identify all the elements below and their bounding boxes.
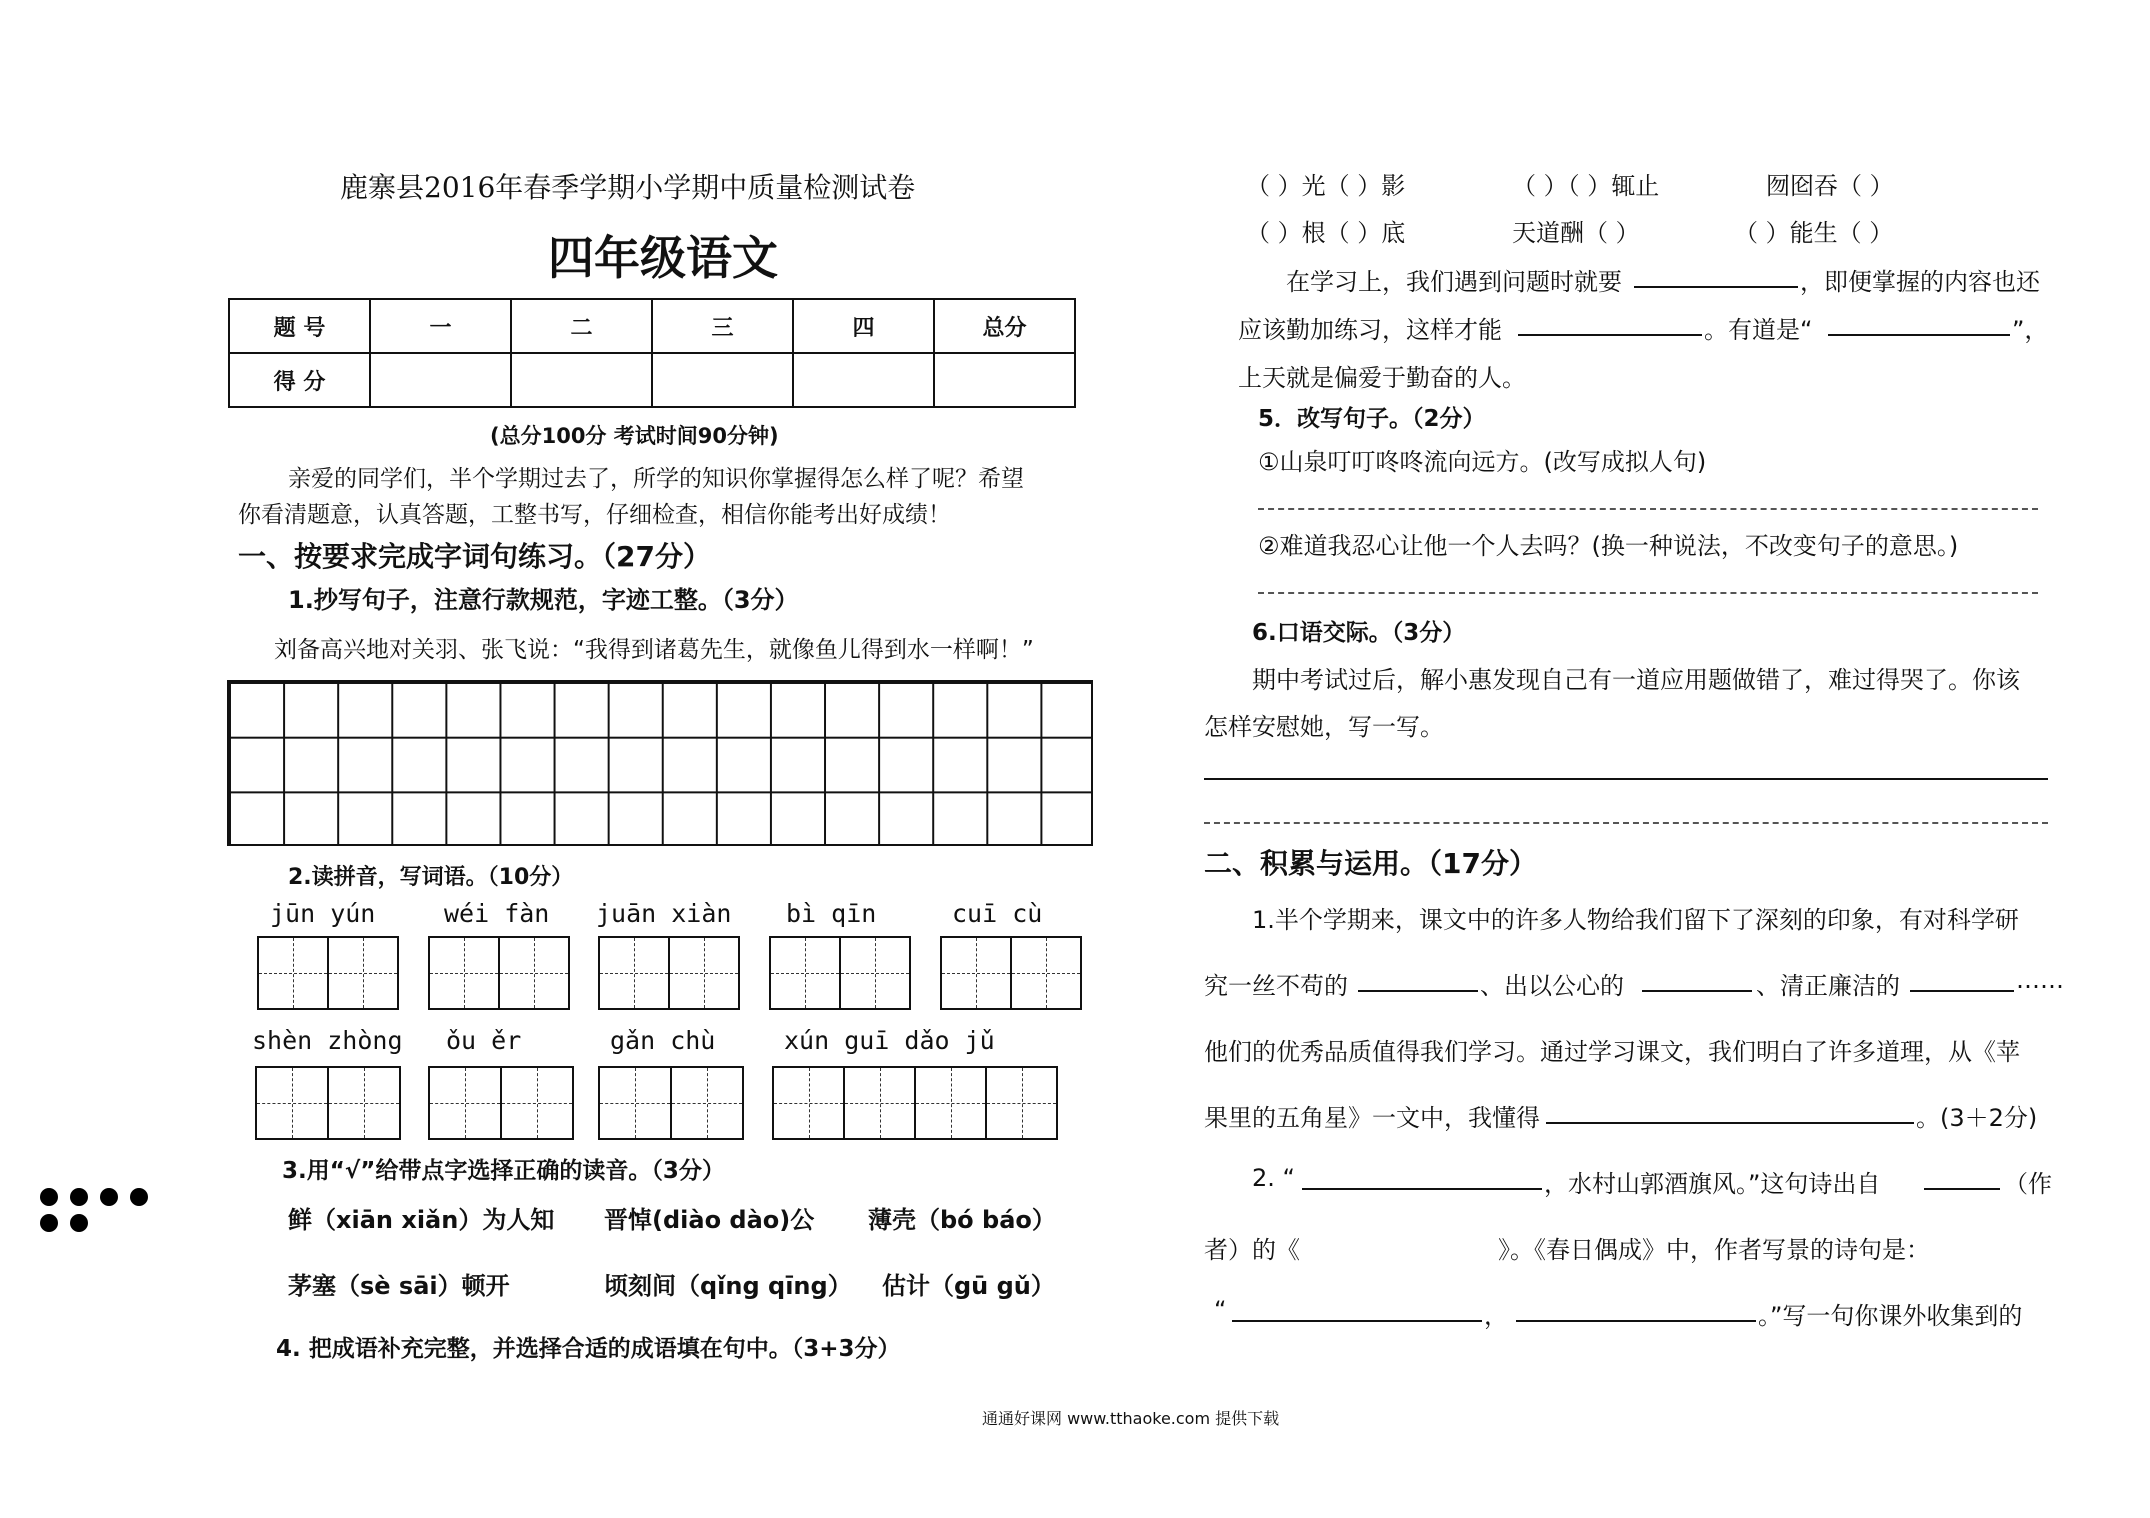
score-header-cell: 总分 xyxy=(934,299,1075,353)
score-table-score-row xyxy=(229,353,1075,407)
q4-paragraph: ，即便掌握的内容也还 xyxy=(1800,268,2040,296)
score-label-cell: 得 分 xyxy=(229,353,370,407)
footer-source: 通通好课网 www.tthaoke.com 提供下载 xyxy=(982,1409,1280,1428)
s2-q1-answer-blank[interactable] xyxy=(1642,990,1752,992)
q4-title: 4. 把成语补充完整，并选择合适的成语填在句中。（3+3分） xyxy=(276,1336,901,1362)
pinyin-label: xún guī dǎo jǔ xyxy=(784,1026,995,1055)
s2-q1-line: 、清正廉洁的 xyxy=(1756,972,1900,1000)
s2-q1-answer-blank[interactable] xyxy=(1358,990,1478,992)
q3-item: 鲜（xiān xiǎn）为人知 xyxy=(288,1206,555,1234)
s2-q1-line: 、出以公心的 xyxy=(1480,972,1624,1000)
score-input-cell[interactable] xyxy=(511,353,652,407)
s2-q2-line: “ xyxy=(1214,1296,1227,1324)
q2-title: 2.读拼音，写词语。（10分） xyxy=(288,865,574,890)
score-header-cell: 四 xyxy=(793,299,934,353)
pinyin-label: shèn zhòng xyxy=(252,1026,403,1055)
q4-answer-blank[interactable] xyxy=(1518,334,1702,336)
q5-item: ①山泉叮叮咚咚流向远方。(改写成拟人句) xyxy=(1258,448,1707,476)
greeting-line-2: 你看清题意，认真答题，工整书写，仔细检查，相信你能考出好成绩！ xyxy=(238,502,951,528)
tianzige-answer-box[interactable] xyxy=(428,936,570,1010)
s2-q2-line: （作 xyxy=(2004,1170,2052,1198)
q5-item: ②难道我忍心让他一个人去吗？(换一种说法，不改变句子的意思。) xyxy=(1258,532,1959,560)
s2-q1-line: 果里的五角星》一文中，我懂得 xyxy=(1204,1104,1540,1132)
q1-sentence: 刘备高兴地对关羽、张飞说：“我得到诸葛先生，就像鱼儿得到水一样啊！” xyxy=(274,637,1034,663)
idiom-blank: 天道酬（ ） xyxy=(1512,219,1640,247)
score-header-cell: 二 xyxy=(511,299,652,353)
q3-item: 茅塞（sè sāi）顿开 xyxy=(288,1272,510,1300)
tianzige-answer-box[interactable] xyxy=(428,1066,574,1140)
s2-q2-answer-blank[interactable] xyxy=(1924,1188,2000,1190)
q4-paragraph: 。有道是“ xyxy=(1704,316,1813,344)
q6-title: 6.口语交际。（3分） xyxy=(1252,620,1466,646)
q4-answer-blank[interactable] xyxy=(1828,334,2010,336)
pinyin-label: bì qīn xyxy=(786,899,877,928)
q3-item: 估计（gū gǔ） xyxy=(882,1272,1055,1300)
tianzige-answer-box[interactable] xyxy=(255,1066,401,1140)
s2-q2-line: ， xyxy=(1484,1302,1508,1330)
score-header-cell: 一 xyxy=(370,299,511,353)
q6-answer-line[interactable] xyxy=(1204,778,2048,780)
q3-item: 薄壳（bó báo） xyxy=(868,1206,1056,1234)
pinyin-label: cuī cù xyxy=(952,899,1043,928)
idiom-blank: （ ）（ ）辄止 xyxy=(1512,172,1660,200)
q4-paragraph: 在学习上，我们遇到问题时就要 xyxy=(1286,268,1622,296)
s2-q1-line: 究一丝不苟的 xyxy=(1204,972,1348,1000)
tianzige-answer-box[interactable] xyxy=(769,936,911,1010)
binding-holes-icon xyxy=(40,1188,156,1232)
subject-title: 四年级语文 xyxy=(548,231,778,285)
idiom-blank: （ ）能生（ ） xyxy=(1734,219,1894,247)
s2-q1-line: 1.半个学期来，课文中的许多人物给我们留下了深刻的印象，有对科学研 xyxy=(1252,906,2019,934)
score-input-cell[interactable] xyxy=(370,353,511,407)
s2-q1-line: 他们的优秀品质值得我们学习。通过学习课文，我们明白了许多道理，从《苹 xyxy=(1204,1038,2020,1066)
q3-title: 3.用“√”给带点字选择正确的读音。（3分） xyxy=(282,1158,725,1184)
tianzige-answer-box[interactable] xyxy=(598,1066,744,1140)
section1-heading: 一、按要求完成字词句练习。（27分） xyxy=(238,540,711,573)
s2-q2-answer-blank[interactable] xyxy=(1232,1320,1482,1322)
s2-q2-answer-blank[interactable] xyxy=(1516,1320,1756,1322)
section2-heading: 二、积累与运用。（17分） xyxy=(1204,847,1537,880)
s2-q2-line: 2. “ xyxy=(1252,1164,1295,1192)
q6-line: 怎样安慰她，写一写。 xyxy=(1204,713,1444,741)
s2-q2-line: 。”写一句你课外收集到的 xyxy=(1758,1302,2023,1330)
pinyin-label: jūn yún xyxy=(270,899,376,928)
score-header-cell: 三 xyxy=(652,299,793,353)
q5-title: 5．改写句子。（2分） xyxy=(1258,406,1486,432)
q4-paragraph: ”， xyxy=(2012,316,2049,344)
tianzige-answer-box[interactable] xyxy=(598,936,740,1010)
s2-q2-line: ，水村山郭酒旗风。”这句诗出自 xyxy=(1544,1170,1881,1198)
s2-q1-answer-blank[interactable] xyxy=(1910,990,2014,992)
score-table xyxy=(228,298,1076,408)
idiom-blank: 囫囵吞（ ） xyxy=(1766,172,1894,200)
q4-paragraph: 应该勤加练习，这样才能 xyxy=(1238,316,1502,344)
s2-q2-answer-blank[interactable] xyxy=(1302,1188,1542,1190)
s2-q2-line: 》。《春日偶成》中，作者写景的诗句是： xyxy=(1498,1236,1930,1264)
q4-paragraph: 上天就是偏爱于勤奋的人。 xyxy=(1238,364,1526,392)
exam-info: (总分100分 考试时间90分钟) xyxy=(490,424,779,448)
tianzige-answer-box[interactable] xyxy=(940,936,1082,1010)
q6-answer-line[interactable] xyxy=(1204,822,2048,824)
q3-item: 顷刻间（qǐng qīng） xyxy=(604,1272,852,1300)
s2-q1-line: 。(3＋2分) xyxy=(1916,1104,2038,1132)
score-input-cell[interactable] xyxy=(934,353,1075,407)
greeting-line-1: 亲爱的同学们，半个学期过去了，所学的知识你掌握得怎么样了呢？希望 xyxy=(288,466,1024,492)
q5-answer-line[interactable] xyxy=(1258,592,2038,594)
q6-line: 期中考试过后，解小惠发现自己有一道应用题做错了，难过得哭了。你该 xyxy=(1252,666,2020,694)
s2-q2-line: 者）的《 xyxy=(1204,1236,1300,1264)
pinyin-label: gǎn chù xyxy=(610,1026,716,1055)
s2-q1-answer-blank[interactable] xyxy=(1546,1122,1914,1124)
idiom-blank: （ ）光（ ）影 xyxy=(1246,172,1406,200)
q5-answer-line[interactable] xyxy=(1258,508,2038,510)
copy-writing-grid[interactable] xyxy=(227,680,1093,846)
q4-answer-blank[interactable] xyxy=(1634,286,1798,288)
score-input-cell[interactable] xyxy=(793,353,934,407)
score-input-cell[interactable] xyxy=(652,353,793,407)
pinyin-label: juān xiàn xyxy=(596,899,732,928)
pinyin-label: wéi fàn xyxy=(444,899,550,928)
pinyin-label: ǒu ěr xyxy=(446,1026,522,1055)
score-header-cell: 题 号 xyxy=(229,299,370,353)
q3-item: 晋悼(diào dào)公 xyxy=(604,1206,815,1234)
s2-q1-line: …… xyxy=(2016,966,2064,994)
score-table-header-row xyxy=(229,299,1075,353)
tianzige-answer-box[interactable] xyxy=(257,936,399,1010)
q1-title: 1.抄写句子，注意行款规范，字迹工整。（3分） xyxy=(288,586,799,614)
exam-title: 鹿寨县2016年春季学期小学期中质量检测试卷 xyxy=(340,171,916,204)
idiom-blank: （ ）根（ ）底 xyxy=(1246,219,1406,247)
tianzige-answer-box[interactable] xyxy=(772,1066,1058,1140)
